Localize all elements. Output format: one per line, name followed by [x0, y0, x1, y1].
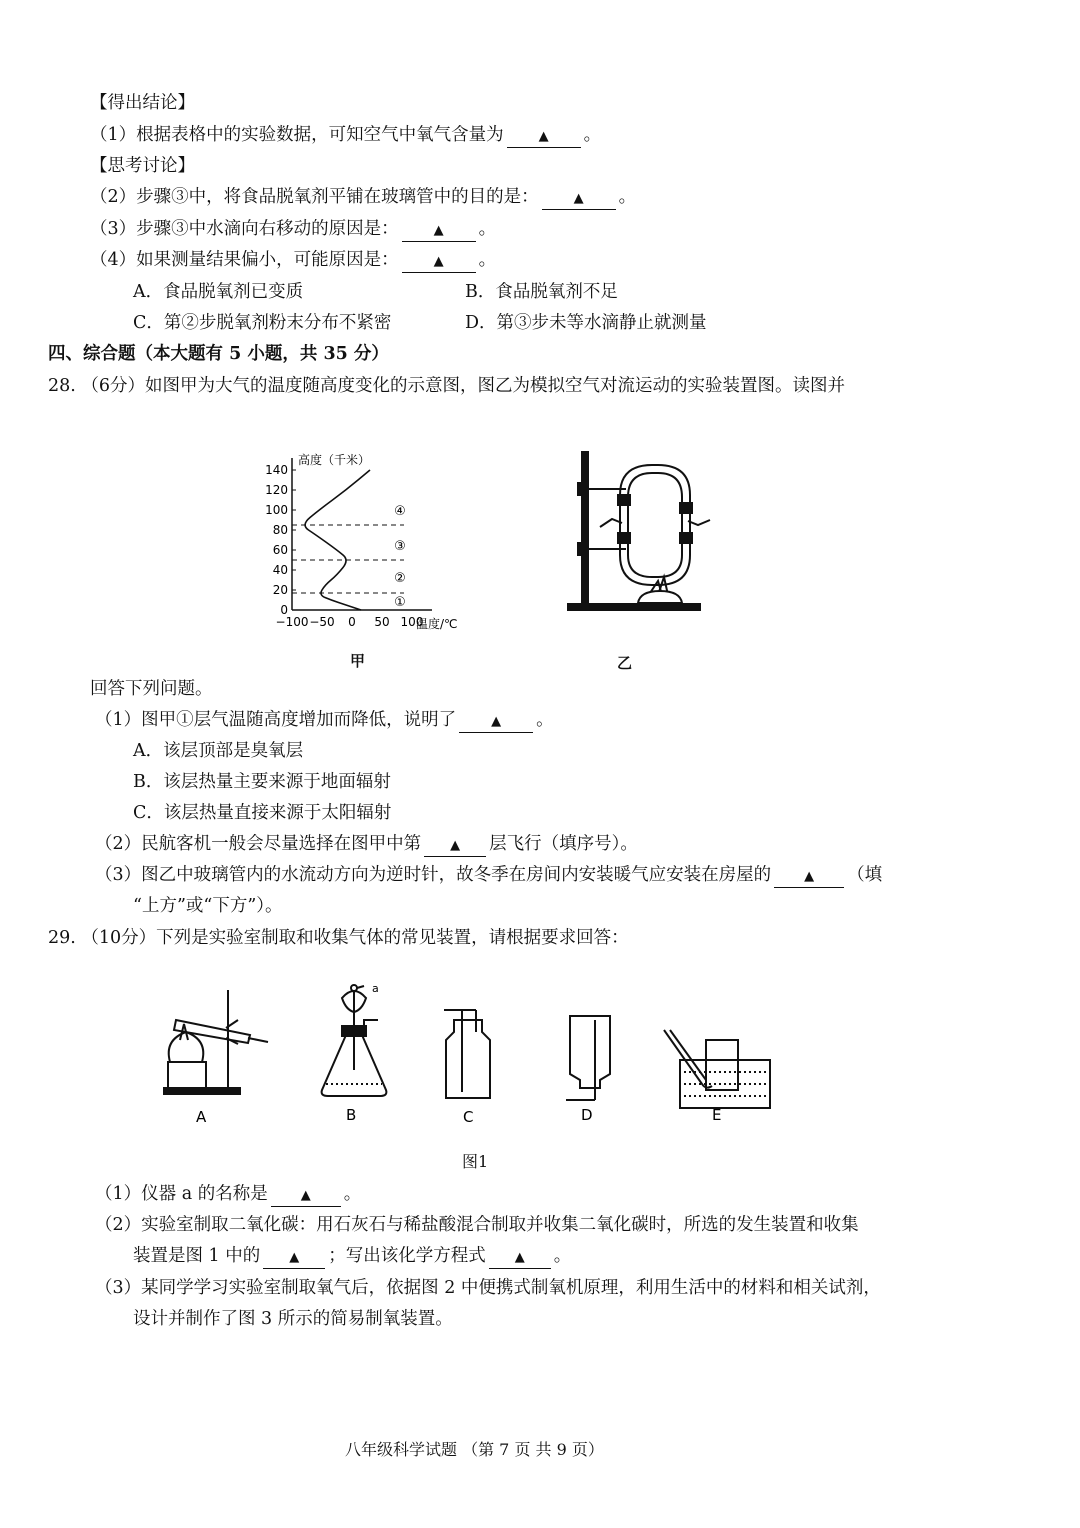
answer-blank[interactable]: ▲ — [774, 865, 844, 888]
q28-sub-3-cont: “上方”或“下方”）。 — [133, 896, 283, 916]
temperature-curve — [305, 470, 370, 610]
q29-sub-3-cont: 设计并制作了图 3 所示的简易制氧装置。 — [133, 1309, 453, 1329]
question-3: （3）步骤③中水滴向右移动的原因是： ▲ 。 — [90, 217, 496, 242]
y-tick-label: 20 — [272, 583, 288, 597]
answer-blank[interactable]: ▲ — [542, 187, 616, 210]
y-tick-label: 140 — [265, 463, 288, 477]
option-b: B．食品脱氧剂不足 — [465, 282, 618, 302]
convection-apparatus — [560, 445, 730, 617]
x-tick-label: −50 — [309, 615, 335, 629]
option-a: A．食品脱氧剂已变质 — [133, 282, 304, 302]
x-tick-label: 50 — [374, 615, 390, 629]
layer-label: ① — [394, 595, 406, 610]
question-1: （1）根据表格中的实验数据，可知空气中氧气含量为 ▲ 。 — [90, 123, 601, 148]
x-tick-label: 100 — [400, 615, 424, 629]
y-tick-label: 100 — [265, 503, 288, 517]
answer-blank[interactable]: ▲ — [507, 125, 581, 148]
apparatus-label-c: C — [463, 1108, 474, 1126]
apparatus-label-d: D — [581, 1106, 593, 1124]
q28-stem: 28. （6分）如图甲为大气的温度随高度变化的示意图，图乙为模拟空气对流运动的实验装置图。读图并 — [48, 376, 846, 396]
q29-sub-1: （1）仪器 a 的名称是 ▲ 。 — [95, 1182, 361, 1207]
section-title: 四、综合题（本大题有 5 小题，共 35 分） — [48, 344, 389, 364]
apparatus-label-e: E — [712, 1106, 722, 1124]
answer-blank[interactable]: ▲ — [263, 1246, 325, 1269]
y-tick-label: 40 — [272, 563, 288, 577]
q29-sub-2: （2）实验室制取二氧化碳：用石灰石与稀盐酸混合制取并收集二氧化碳时，所选的发生装置和收集 — [95, 1215, 859, 1235]
answer-blank[interactable]: ▲ — [459, 710, 533, 733]
question-2: （2）步骤③中，将食品脱氧剂平铺在玻璃管中的目的是： ▲ 。 — [90, 185, 636, 210]
q28-option-a: A．该层顶部是臭氧层 — [133, 741, 304, 761]
answer-blank[interactable]: ▲ — [424, 834, 486, 857]
y-tick-label: 0 — [280, 603, 288, 617]
chart-caption: 甲 — [350, 652, 366, 670]
figure-1-caption: 图1 — [462, 1152, 489, 1171]
discussion-heading: 【思考讨论】 — [90, 156, 195, 176]
lab-apparatus-figure — [150, 980, 790, 1140]
answer-blank[interactable]: ▲ — [489, 1246, 551, 1269]
apparatus-label-a: A — [196, 1108, 207, 1126]
q29-sub-3: （3）某同学学习实验室制取氧气后，依据图 2 中便携式制氧机原理，利用生活中的材料和相关试剂， — [95, 1278, 881, 1298]
y-tick-label: 60 — [272, 543, 288, 557]
q28-stem-cont: 回答下列问题。 — [90, 679, 213, 699]
layer-label: ④ — [394, 504, 406, 519]
apparatus-caption: 乙 — [617, 654, 633, 672]
instrument-a-label: a — [372, 982, 379, 995]
layer-label: ② — [394, 571, 406, 586]
x-tick-label: −100 — [275, 615, 309, 629]
option-d: D．第③步未等水滴静止就测量 — [465, 313, 707, 333]
q28-option-b: B．该层热量主要来源于地面辐射 — [133, 772, 391, 792]
q29-sub-2-cont: 装置是图 1 中的 ▲ ；写出该化学方程式 ▲ 。 — [133, 1244, 571, 1269]
conclusion-heading: 【得出结论】 — [90, 93, 195, 113]
q28-option-c: C．该层热量直接来源于太阳辐射 — [133, 803, 392, 823]
option-c: C．第②步脱氧剂粉末分布不紧密 — [133, 313, 392, 333]
q28-sub-1: （1）图甲①层气温随高度增加而降低，说明了 ▲ 。 — [95, 708, 554, 733]
answer-blank[interactable]: ▲ — [402, 219, 476, 242]
q29-stem: 29. （10分）下列是实验室制取和收集气体的常见装置，请根据要求回答： — [48, 928, 629, 948]
q28-sub-3: （3）图乙中玻璃管内的水流动方向为逆时针，故冬季在房间内安装暖气应安装在房屋的 ▲ （填 — [95, 863, 882, 888]
page-footer: 八年级科学试题 （第 7 页 共 9 页） — [345, 1440, 604, 1459]
q28-sub-2: （2）民航客机一般会尽量选择在图甲中第 ▲ 层飞行（填序号）。 — [95, 832, 638, 857]
y-axis-label: 高度（千米） — [298, 453, 371, 467]
y-tick-label: 80 — [272, 523, 288, 537]
x-tick-label: 0 — [348, 615, 356, 629]
apparatus-label-b: B — [346, 1106, 357, 1124]
layer-label: ③ — [394, 539, 406, 554]
y-tick-label: 120 — [265, 483, 288, 497]
x-axis-label: 温度/℃ — [416, 617, 458, 631]
temperature-altitude-chart — [262, 440, 502, 640]
answer-blank[interactable]: ▲ — [271, 1184, 341, 1207]
answer-blank[interactable]: ▲ — [402, 250, 476, 273]
question-4: （4）如果测量结果偏小，可能原因是： ▲ 。 — [90, 248, 496, 273]
